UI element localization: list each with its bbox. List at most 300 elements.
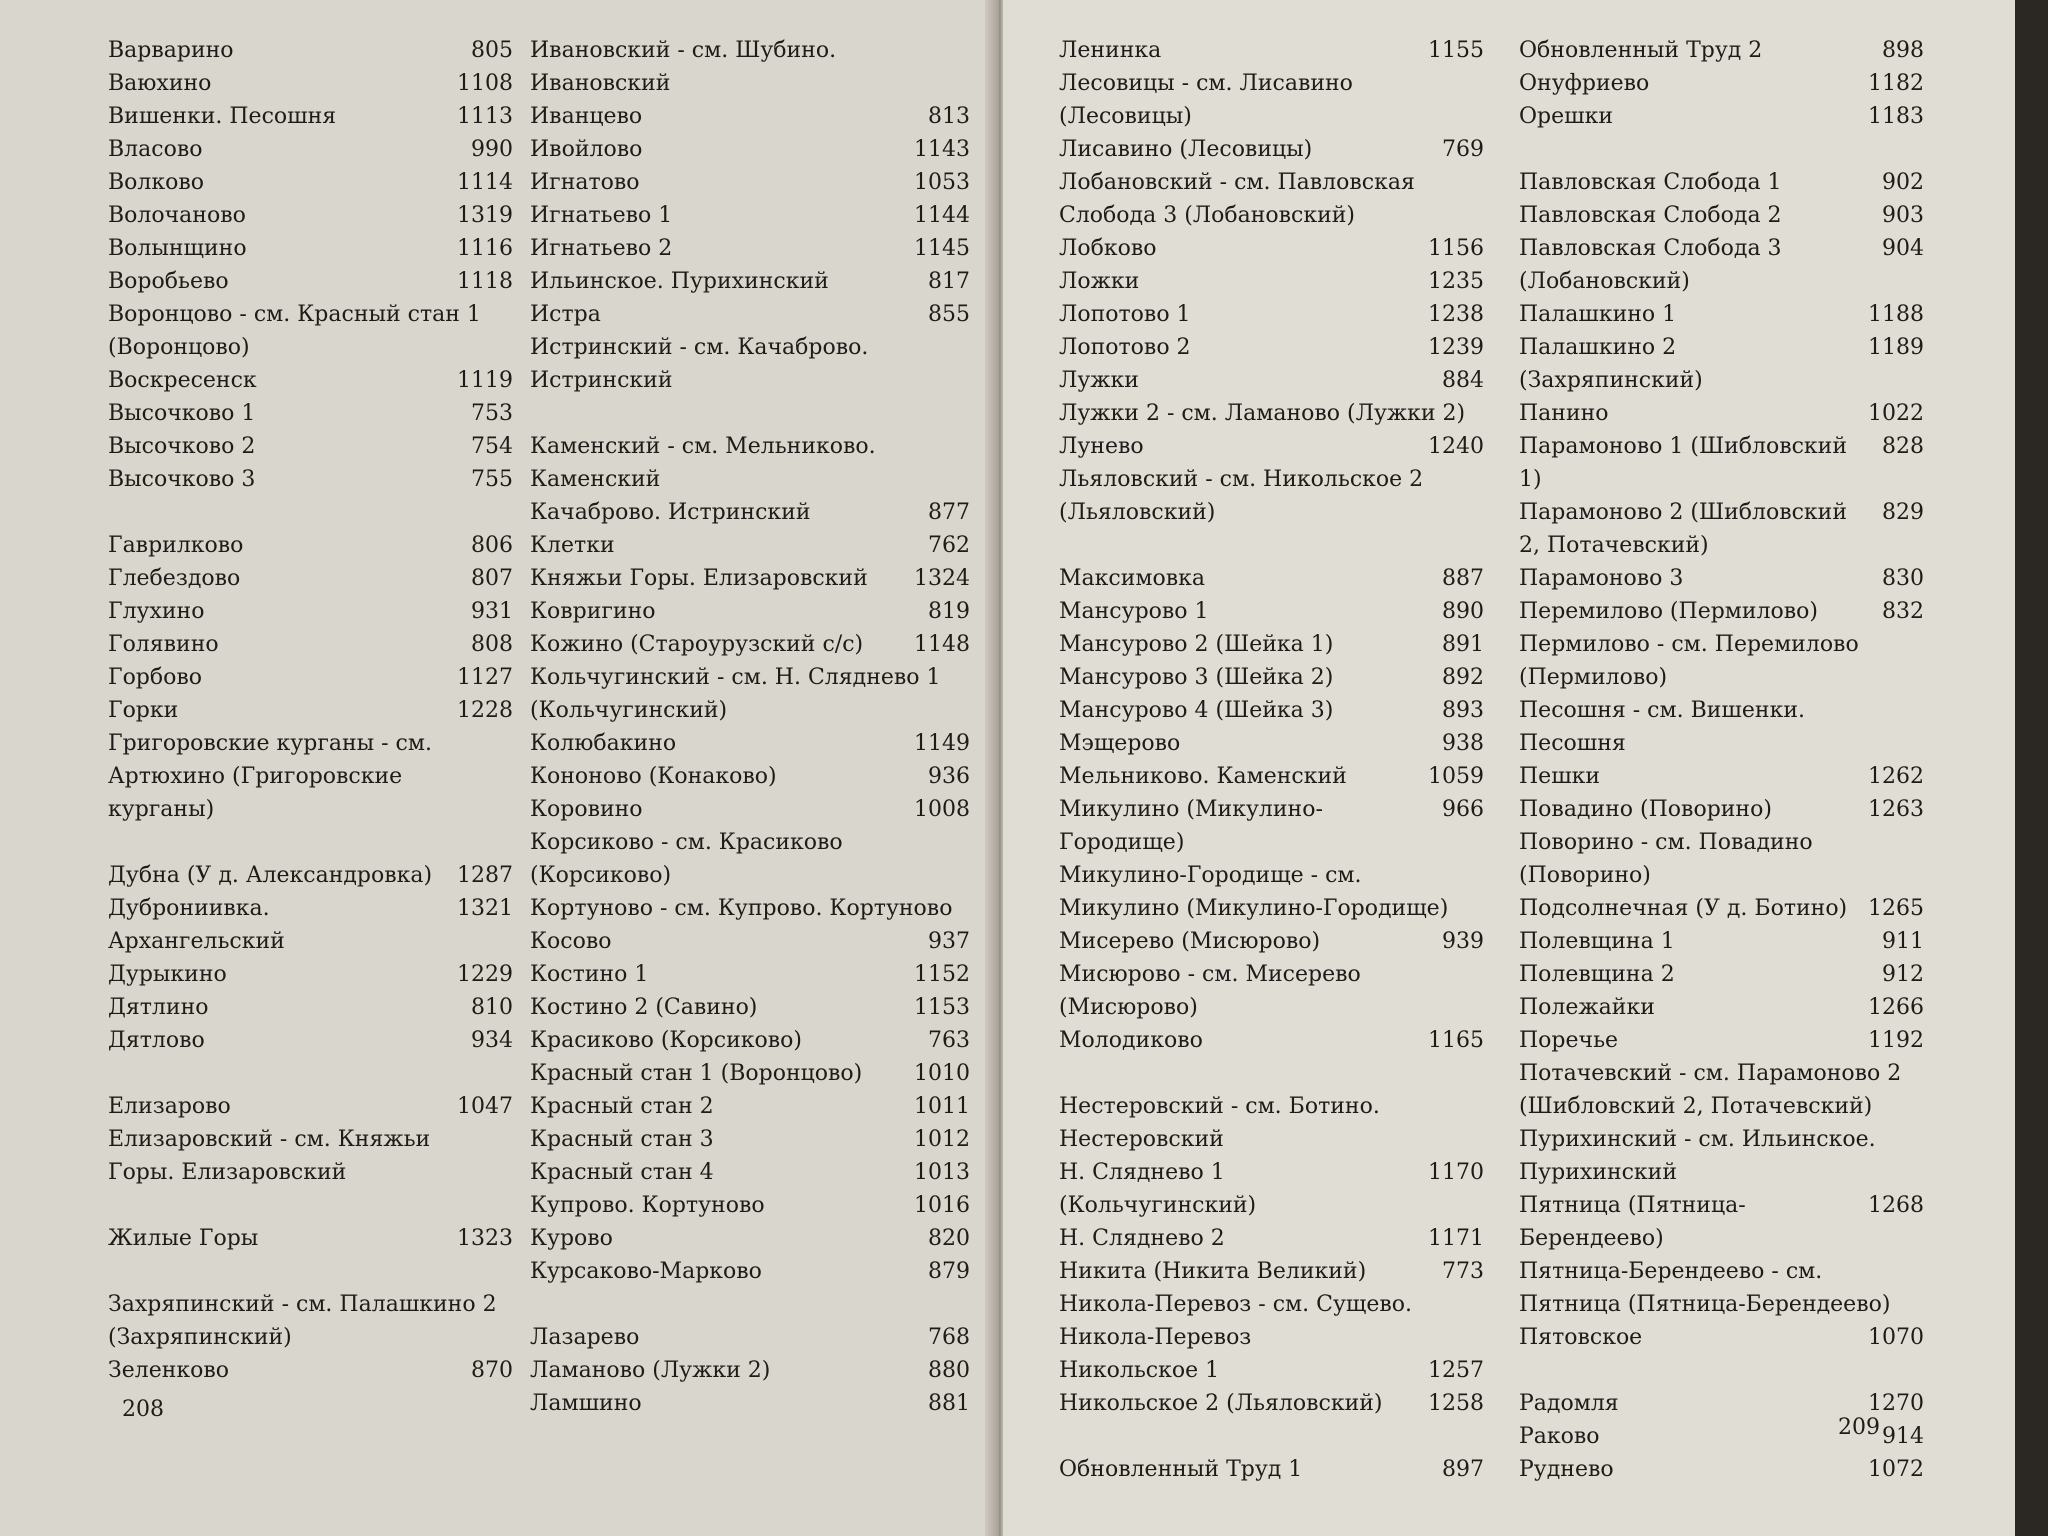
entry-name: Н. Сляднево 2	[1059, 1226, 1225, 1251]
entry-number: 1108	[457, 71, 513, 96]
entry-number: 1144	[914, 203, 970, 228]
index-entry	[108, 991, 513, 1024]
entry-name: Горбово	[108, 665, 203, 690]
entry-number: 1287	[457, 863, 513, 888]
index-entry	[1519, 793, 1924, 826]
right-page-column-1	[1059, 34, 1484, 1486]
entry-name: Подсолнечная (У д. Ботино)	[1519, 896, 1848, 921]
index-entry	[1059, 265, 1484, 298]
entry-name: Истра	[530, 302, 601, 327]
entry-number: 1047	[457, 1094, 513, 1119]
index-entry	[1059, 1255, 1484, 1288]
entry-number: 903	[1882, 203, 1924, 228]
entry-number: 1321	[457, 896, 513, 921]
entry-name: Раково	[1519, 1424, 1600, 1449]
entry-gap	[108, 496, 513, 529]
entry-number: 1010	[914, 1061, 970, 1086]
entry-name: Микулино-Городище - см. Микулино (Микулино-Городище)	[1059, 863, 1449, 921]
entry-number: 1149	[914, 731, 970, 756]
entry-number: 1268	[1868, 1193, 1924, 1218]
entry-name: Ивойлово	[530, 137, 643, 162]
index-entry	[1059, 1354, 1484, 1387]
entry-number: 1070	[1868, 1325, 1924, 1350]
entry-number: 1324	[914, 566, 970, 591]
entry-number: 1262	[1868, 764, 1924, 789]
entry-gap	[1059, 1420, 1484, 1453]
left-page-column-2	[530, 34, 970, 1420]
entry-name: Обновленный Труд 1	[1059, 1457, 1303, 1482]
entry-number: 1270	[1868, 1391, 1924, 1416]
entry-name: Лужки 2 - см. Ламаново (Лужки 2)	[1059, 401, 1466, 426]
index-entry	[1059, 166, 1484, 232]
index-entry	[530, 925, 970, 958]
entry-number: 1155	[1428, 38, 1484, 63]
entry-number: 820	[928, 1226, 970, 1251]
entry-number: 966	[1442, 797, 1484, 822]
index-entry	[108, 298, 513, 364]
entry-name: Волочаново	[108, 203, 246, 228]
entry-number: 769	[1442, 137, 1484, 162]
index-entry	[530, 1189, 970, 1222]
entry-name: Нестеровский - см. Ботино. Нестеровский	[1059, 1094, 1380, 1152]
entry-name: Повадино (Поворино)	[1519, 797, 1772, 822]
entry-name: Ковригино	[530, 599, 656, 624]
entry-name: Руднево	[1519, 1457, 1614, 1482]
index-entry	[1059, 1288, 1484, 1354]
entry-name: Волынщино	[108, 236, 247, 261]
index-entry	[530, 430, 970, 496]
index-entry	[530, 1222, 970, 1255]
entry-name: Никольское 2 (Льяловский)	[1059, 1391, 1383, 1416]
index-entry	[108, 661, 513, 694]
entry-number: 1189	[1868, 335, 1924, 360]
entry-name: Косово	[530, 929, 612, 954]
entry-name: Игнатово	[530, 170, 640, 195]
index-entry	[530, 232, 970, 265]
entry-number: 881	[928, 1391, 970, 1416]
index-entry	[108, 199, 513, 232]
entry-name: Мисерево (Мисюрово)	[1059, 929, 1321, 954]
entry-number: 936	[928, 764, 970, 789]
entry-name: Княжьи Горы. Елизаровский	[530, 566, 868, 591]
entry-number: 1016	[914, 1193, 970, 1218]
index-entry	[108, 397, 513, 430]
entry-gap	[108, 1255, 513, 1288]
entry-name: Парамоново 1 (Шибловский 1)	[1519, 434, 1847, 492]
entry-name: Клетки	[530, 533, 615, 558]
index-entry	[530, 1255, 970, 1288]
entry-number: 1228	[457, 698, 513, 723]
index-entry	[1059, 793, 1484, 859]
entry-name: Никита (Никита Великий)	[1059, 1259, 1367, 1284]
entry-name: Каменский - см. Мельниково. Каменский	[530, 434, 876, 492]
index-entry	[530, 34, 970, 100]
entry-number: 1152	[914, 962, 970, 987]
index-entry	[108, 1288, 513, 1354]
index-entry	[530, 1156, 970, 1189]
index-entry	[530, 496, 970, 529]
index-entry	[108, 694, 513, 727]
entry-number: 1127	[457, 665, 513, 690]
entry-number: 805	[471, 38, 513, 63]
index-entry	[1519, 298, 1924, 331]
index-entry	[108, 100, 513, 133]
entry-number: 1183	[1868, 104, 1924, 129]
entry-name: Красный стан 3	[530, 1127, 714, 1152]
entry-number: 1072	[1868, 1457, 1924, 1482]
entry-number: 1192	[1868, 1028, 1924, 1053]
entry-name: Купрово. Кортуново	[530, 1193, 765, 1218]
entry-name: Корсиково - см. Красиково (Корсиково)	[530, 830, 843, 888]
entry-name: Парамоново 2 (Шибловский 2, Потачевский)	[1519, 500, 1847, 558]
index-entry	[530, 1123, 970, 1156]
entry-number: 828	[1882, 434, 1924, 459]
index-entry	[108, 166, 513, 199]
index-entry	[1519, 199, 1924, 232]
entry-name: Красный стан 4	[530, 1160, 714, 1185]
entry-number: 1008	[914, 797, 970, 822]
entry-name: Павловская Слобода 3 (Лобановский)	[1519, 236, 1782, 294]
entry-name: Ламаново (Лужки 2)	[530, 1358, 771, 1383]
entry-number: 819	[928, 599, 970, 624]
entry-name: Глухино	[108, 599, 205, 624]
index-entry	[108, 463, 513, 496]
index-entry	[1519, 100, 1924, 133]
entry-name: Власово	[108, 137, 203, 162]
index-entry	[1059, 1222, 1484, 1255]
entry-name: Потачевский - см. Парамоново 2 (Шибловский 2, Потачевский)	[1519, 1061, 1902, 1119]
index-entry	[108, 562, 513, 595]
index-entry	[1519, 67, 1924, 100]
entry-name: Ильинское. Пурихинский	[530, 269, 829, 294]
entry-name: Пятовское	[1519, 1325, 1643, 1350]
entry-gap	[1059, 1057, 1484, 1090]
index-entry	[1519, 232, 1924, 298]
entry-gap	[1519, 133, 1924, 166]
entry-name: Мельниково. Каменский	[1059, 764, 1347, 789]
index-entry	[1059, 133, 1484, 166]
entry-name: Пятница (Пятница-Берендеево)	[1519, 1193, 1746, 1251]
entry-name: Лужки	[1059, 368, 1139, 393]
index-entry	[530, 331, 970, 397]
entry-number: 1188	[1868, 302, 1924, 327]
entry-number: 1114	[457, 170, 513, 195]
index-entry	[108, 859, 513, 892]
entry-name: Радомля	[1519, 1391, 1619, 1416]
entry-name: Дуброниивка. Архангельский	[108, 896, 285, 954]
entry-name: Мансурово 3 (Шейка 2)	[1059, 665, 1334, 690]
entry-number: 1239	[1428, 335, 1484, 360]
entry-number: 810	[471, 995, 513, 1020]
index-entry	[530, 991, 970, 1024]
index-entry	[1059, 958, 1484, 1024]
entry-name: Глебездово	[108, 566, 241, 591]
entry-number: 813	[928, 104, 970, 129]
entry-number: 1148	[914, 632, 970, 657]
index-entry	[1059, 859, 1484, 925]
entry-number: 884	[1442, 368, 1484, 393]
index-entry	[530, 100, 970, 133]
index-entry	[1519, 1321, 1924, 1354]
entry-name: Максимовка	[1059, 566, 1205, 591]
entry-number: 1182	[1868, 71, 1924, 96]
index-entry	[108, 1024, 513, 1057]
entry-number: 768	[928, 1325, 970, 1350]
entry-name: Коровино	[530, 797, 643, 822]
entry-name: Мисюрово - см. Мисерево (Мисюрово)	[1059, 962, 1361, 1020]
index-entry	[1059, 661, 1484, 694]
entry-name: Перемилово (Пермилово)	[1519, 599, 1819, 624]
entry-number: 1229	[457, 962, 513, 987]
entry-number: 1022	[1868, 401, 1924, 426]
entry-name: Лопотово 2	[1059, 335, 1191, 360]
entry-number: 1113	[457, 104, 513, 129]
index-entry	[530, 133, 970, 166]
index-entry	[1519, 1123, 1924, 1189]
index-entry	[1519, 760, 1924, 793]
index-entry	[1059, 364, 1484, 397]
index-entry	[530, 595, 970, 628]
entry-name: Воскресенск	[108, 368, 257, 393]
index-entry	[108, 67, 513, 100]
entry-name: Панино	[1519, 401, 1609, 426]
entry-number: 1165	[1428, 1028, 1484, 1053]
index-entry	[1059, 628, 1484, 661]
index-entry	[530, 166, 970, 199]
entry-number: 762	[928, 533, 970, 558]
entry-number: 887	[1442, 566, 1484, 591]
entry-number: 1116	[457, 236, 513, 261]
entry-number: 1053	[914, 170, 970, 195]
index-entry	[530, 1024, 970, 1057]
entry-number: 1011	[914, 1094, 970, 1119]
index-entry	[1519, 925, 1924, 958]
entry-name: Гаврилково	[108, 533, 244, 558]
entry-gap	[1059, 529, 1484, 562]
index-entry	[530, 1090, 970, 1123]
index-entry	[1059, 727, 1484, 760]
index-entry	[1059, 430, 1484, 463]
entry-number: 1012	[914, 1127, 970, 1152]
index-entry	[530, 727, 970, 760]
index-entry	[1519, 166, 1924, 199]
entry-number: 808	[471, 632, 513, 657]
index-entry	[1519, 1255, 1924, 1321]
entry-name: Григоровские курганы - см. Артюхино (Григоровские курганы)	[108, 731, 432, 822]
index-entry	[1519, 595, 1924, 628]
entry-number: 870	[471, 1358, 513, 1383]
index-entry	[1519, 892, 1924, 925]
entry-name: Качаброво. Истринский	[530, 500, 811, 525]
entry-name: Лазарево	[530, 1325, 640, 1350]
index-entry	[1059, 1090, 1484, 1156]
entry-number: 891	[1442, 632, 1484, 657]
entry-gap	[530, 397, 970, 430]
index-entry	[530, 892, 970, 925]
entry-name: Мансурово 1	[1059, 599, 1209, 624]
entry-name: Захряпинский - см. Палашкино 2 (Захряпинский)	[108, 1292, 497, 1350]
entry-number: 1145	[914, 236, 970, 261]
entry-name: Высочково 1	[108, 401, 256, 426]
index-entry	[1059, 397, 1484, 430]
entry-number: 1265	[1868, 896, 1924, 921]
entry-name: Никола-Перевоз - см. Сущево. Никола-Перевоз	[1059, 1292, 1413, 1350]
entry-name: Онуфриево	[1519, 71, 1650, 96]
entry-number: 1266	[1868, 995, 1924, 1020]
left-page-column-1	[108, 34, 513, 1387]
entry-name: Песошня - см. Вишенки. Песошня	[1519, 698, 1805, 756]
entry-name: Кожино (Староурузский с/с)	[530, 632, 864, 657]
page-number-left: 208	[122, 1397, 164, 1422]
entry-name: Кортуново - см. Купрово. Кортуново	[530, 896, 953, 921]
entry-name: Голявино	[108, 632, 219, 657]
entry-name: Никольское 1	[1059, 1358, 1220, 1383]
index-entry	[530, 793, 970, 826]
entry-gap	[108, 1189, 513, 1222]
entry-name: Обновленный Труд 2	[1519, 38, 1763, 63]
entry-name: Лопотово 1	[1059, 302, 1191, 327]
index-entry	[530, 199, 970, 232]
index-entry	[108, 1222, 513, 1255]
entry-number: 763	[928, 1028, 970, 1053]
entry-name: Полевщина 2	[1519, 962, 1675, 987]
index-entry	[108, 133, 513, 166]
entry-number: 1171	[1428, 1226, 1484, 1251]
background-edge	[2015, 0, 2048, 1536]
index-entry	[1519, 397, 1924, 430]
entry-number: 931	[471, 599, 513, 624]
index-entry	[1519, 1024, 1924, 1057]
entry-number: 829	[1882, 500, 1924, 525]
entry-name: Ложки	[1059, 269, 1140, 294]
entry-name: Вишенки. Песошня	[108, 104, 337, 129]
entry-number: 1257	[1428, 1358, 1484, 1383]
entry-number: 1235	[1428, 269, 1484, 294]
entry-number: 1240	[1428, 434, 1484, 459]
entry-number: 855	[928, 302, 970, 327]
entry-name: Павловская Слобода 2	[1519, 203, 1782, 228]
index-entry	[1059, 67, 1484, 133]
index-entry	[530, 628, 970, 661]
entry-name: Полежайки	[1519, 995, 1655, 1020]
entry-name: Лунево	[1059, 434, 1144, 459]
right-page-column-2	[1519, 34, 1924, 1486]
entry-name: Воронцово - см. Красный стан 1 (Воронцово)	[108, 302, 481, 360]
index-entry	[1519, 331, 1924, 397]
entry-number: 890	[1442, 599, 1484, 624]
index-entry	[1519, 958, 1924, 991]
entry-name: Дятлино	[108, 995, 209, 1020]
entry-number: 938	[1442, 731, 1484, 756]
entry-name: Мансурово 4 (Шейка 3)	[1059, 698, 1334, 723]
entry-name: Ленинка	[1059, 38, 1162, 63]
index-entry	[530, 826, 970, 892]
entry-number: 892	[1442, 665, 1484, 690]
index-entry	[1059, 1387, 1484, 1420]
entry-name: Павловская Слобода 1	[1519, 170, 1782, 195]
entry-number: 898	[1882, 38, 1924, 63]
entry-number: 773	[1442, 1259, 1484, 1284]
entry-name: Воробьево	[108, 269, 229, 294]
entry-name: Кононово (Конаково)	[530, 764, 777, 789]
entry-name: Колюбакино	[530, 731, 677, 756]
index-entry	[530, 298, 970, 331]
index-entry	[530, 760, 970, 793]
entry-number: 912	[1882, 962, 1924, 987]
entry-name: Лесовицы - см. Лисавино (Лесовицы)	[1059, 71, 1353, 129]
entry-number: 914	[1882, 1424, 1924, 1449]
index-entry	[108, 595, 513, 628]
entry-number: 754	[471, 434, 513, 459]
index-entry	[530, 1057, 970, 1090]
entry-number: 1013	[914, 1160, 970, 1185]
index-entry	[108, 430, 513, 463]
entry-name: Костино 1	[530, 962, 649, 987]
index-entry	[1059, 298, 1484, 331]
entry-number: 806	[471, 533, 513, 558]
index-entry	[1519, 34, 1924, 67]
entry-number: 755	[471, 467, 513, 492]
entry-number: 1118	[457, 269, 513, 294]
entry-name: Лисавино (Лесовицы)	[1059, 137, 1313, 162]
entry-number: 753	[471, 401, 513, 426]
entry-name: Дурыкино	[108, 962, 227, 987]
entry-name: Истринский - см. Качаброво. Истринский	[530, 335, 869, 393]
entry-name: Курсаково-Марково	[530, 1259, 762, 1284]
entry-name: Иванцево	[530, 104, 643, 129]
entry-name: Горки	[108, 698, 179, 723]
index-entry	[1519, 1057, 1924, 1123]
index-entry	[108, 529, 513, 562]
entry-name: Зеленково	[108, 1358, 230, 1383]
index-entry	[1059, 1453, 1484, 1486]
entry-number: 830	[1882, 566, 1924, 591]
index-entry	[1059, 562, 1484, 595]
entry-number: 880	[928, 1358, 970, 1383]
entry-name: Лобково	[1059, 236, 1157, 261]
entry-name: Пурихинский - см. Ильинское. Пурихинский	[1519, 1127, 1876, 1185]
index-entry	[108, 34, 513, 67]
index-entry	[1519, 694, 1924, 760]
entry-name: Льяловский - см. Никольское 2 (Льяловский)	[1059, 467, 1424, 525]
entry-name: Кольчугинский - см. Н. Сляднево 1 (Кольчугинский)	[530, 665, 941, 723]
index-entry	[1059, 760, 1484, 793]
entry-name: Елизаровский - см. Княжьи Горы. Елизаровский	[108, 1127, 431, 1185]
entry-number: 877	[928, 500, 970, 525]
index-entry	[1059, 694, 1484, 727]
entry-number: 897	[1442, 1457, 1484, 1482]
entry-name: Пермилово - см. Перемилово (Пермилово)	[1519, 632, 1859, 690]
entry-name: Красный стан 1 (Воронцово)	[530, 1061, 863, 1086]
entry-number: 1156	[1428, 236, 1484, 261]
index-entry	[1059, 1024, 1484, 1057]
entry-name: Красный стан 2	[530, 1094, 714, 1119]
index-entry	[1519, 628, 1924, 694]
entry-name: Лобановский - см. Павловская Слобода 3 (Лобановский)	[1059, 170, 1415, 228]
index-entry	[1059, 463, 1484, 529]
index-entry	[1059, 34, 1484, 67]
index-entry	[1519, 826, 1924, 892]
entry-name: Костино 2 (Савино)	[530, 995, 758, 1020]
entry-name: Дубна (У д. Александровка)	[108, 863, 433, 888]
entry-name: Высочково 3	[108, 467, 256, 492]
entry-name: Ламшино	[530, 1391, 642, 1416]
index-entry	[1059, 331, 1484, 364]
index-entry	[530, 265, 970, 298]
entry-number: 911	[1882, 929, 1924, 954]
entry-name: Поворино - см. Повадино (Поворино)	[1519, 830, 1813, 888]
entry-number: 937	[928, 929, 970, 954]
